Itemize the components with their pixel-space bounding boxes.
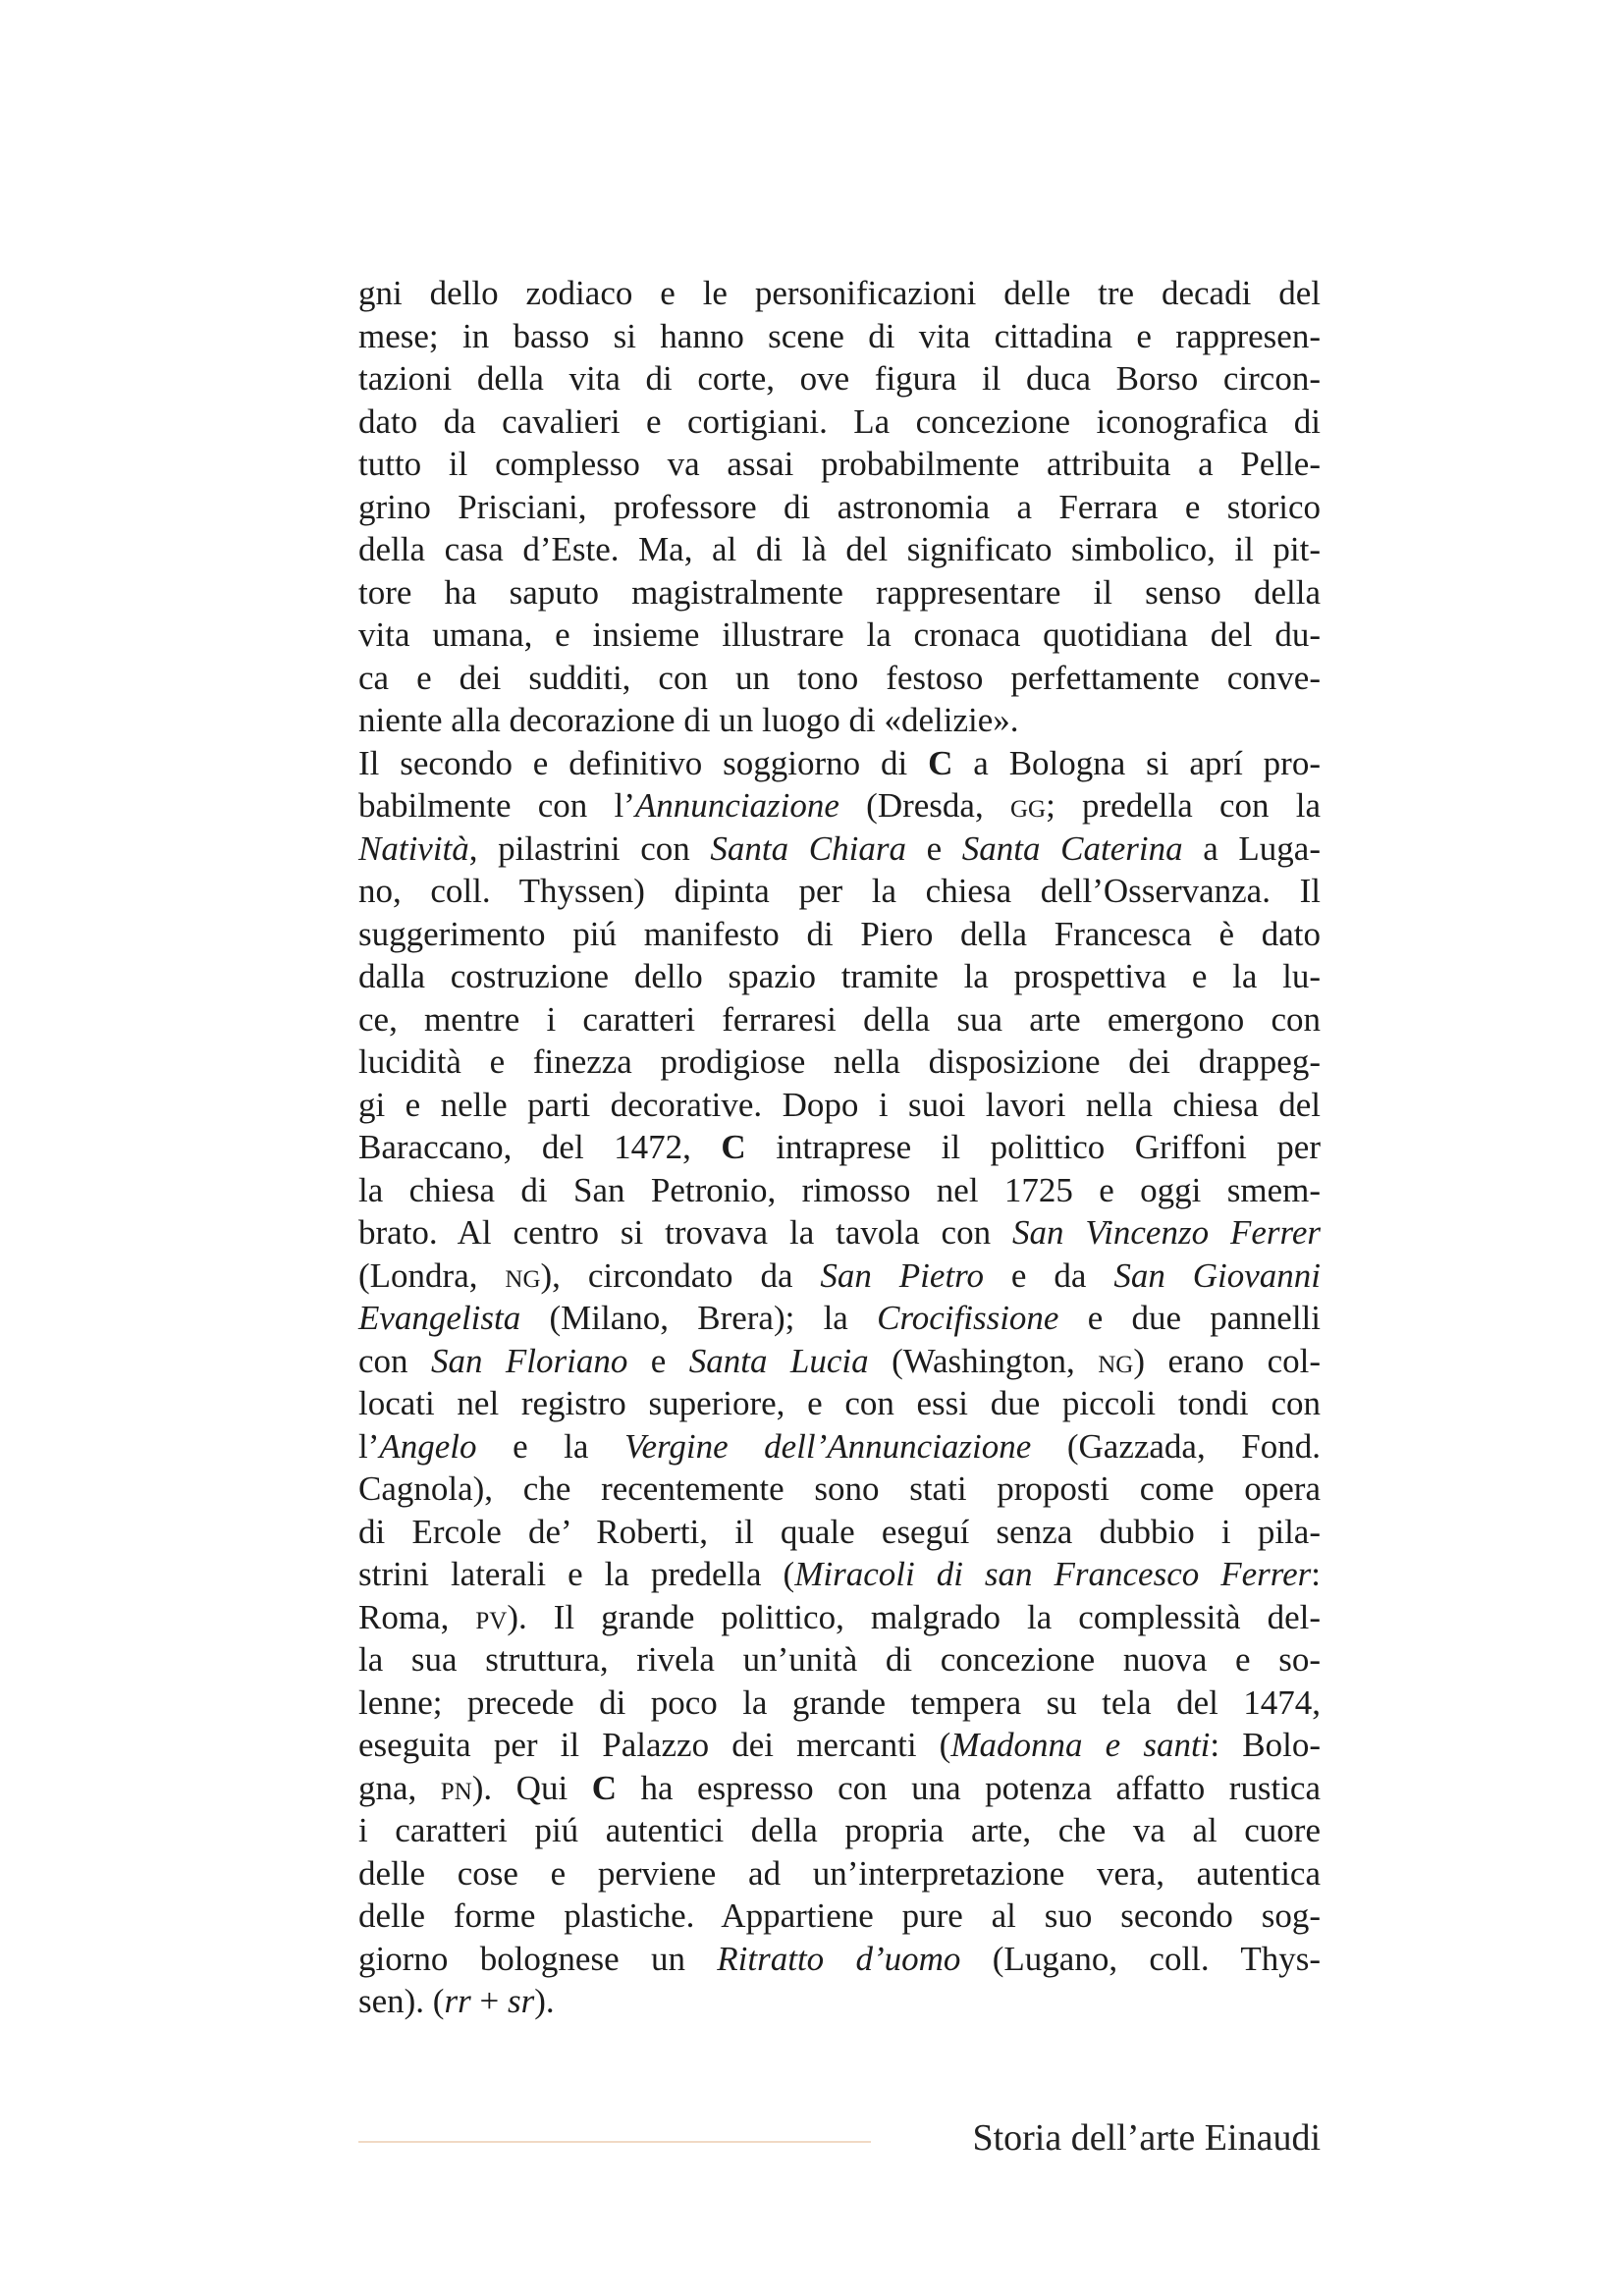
text-span: (Washington, (868, 1341, 1099, 1380)
text-line (358, 1084, 1321, 1127)
italic-span: San Giovanni (1113, 1255, 1321, 1295)
text-line (358, 357, 1321, 400)
text-line (358, 443, 1321, 486)
footer-title: Storia dell’arte Einaudi (972, 2117, 1321, 2159)
text-span: dalla costruzione dello spazio tramite la prospettiva e la lu- (358, 957, 1321, 995)
text-span: gni dello zodiaco e le personificazioni delle tre decadi del (358, 274, 1321, 312)
text-span: delle forme plastiche. Appartiene pure al suo secondo sog- (358, 1896, 1321, 1935)
text-line (358, 1382, 1321, 1425)
text-line (358, 571, 1321, 614)
article-body (358, 272, 1321, 2023)
text-line (358, 1553, 1321, 1596)
text-span: a Luga- (1182, 828, 1321, 868)
text-line (358, 955, 1321, 998)
text-span: no, coll. Thyssen) dipinta per la chiesa dell’Osservanza. Il (358, 872, 1321, 910)
text-span: ). Il grande polittico, malgrado la complessità del- (507, 1597, 1321, 1636)
text-line (358, 1255, 1321, 1298)
italic-span: Santa Chiara (710, 828, 906, 868)
bold-span: C (721, 1128, 746, 1166)
text-span: ca e dei sudditi, con un tono festoso perfettamente conve- (358, 658, 1321, 697)
text-line (358, 1724, 1321, 1767)
text-line (358, 870, 1321, 913)
text-span: ). Qui (471, 1768, 592, 1807)
text-line (358, 784, 1321, 828)
text-span: ), circondato da (540, 1255, 821, 1295)
text-span: con (358, 1341, 431, 1380)
smallcaps-span: ng (1098, 1341, 1134, 1380)
text-line (358, 998, 1321, 1041)
text-span: : (1311, 1555, 1321, 1593)
text-line (358, 272, 1321, 315)
text-span: ). (534, 1982, 555, 2020)
text-line (358, 828, 1321, 871)
text-span: : Bolo- (1210, 1726, 1321, 1764)
text-span: (Dresda, (839, 786, 1010, 825)
text-line (358, 1895, 1321, 1938)
text-line (358, 1041, 1321, 1084)
text-span: giorno bolognese un (358, 1939, 718, 1978)
text-span: brato. Al centro si trovava la tavola con (358, 1213, 1012, 1252)
text-line (358, 1938, 1321, 1981)
italic-span: Santa Lucia (688, 1341, 869, 1380)
text-span: e (627, 1341, 689, 1380)
text-span: strini laterali e la predella ( (358, 1555, 795, 1593)
smallcaps-span: gg (1009, 786, 1047, 825)
text-span: mese; in basso si hanno scene di vita cittadina e rappresen- (358, 316, 1321, 355)
text-span: tazioni della vita di corte, ove figura il duca Borso circon- (358, 359, 1321, 398)
text-span: di Ercole de’ Roberti, il quale eseguí senza dubbio i pila- (358, 1512, 1321, 1551)
italic-span: Miracoli di san Francesco Ferrer (794, 1555, 1312, 1593)
italic-span: Annunciazione (634, 786, 839, 825)
italic-span: Natività (358, 828, 469, 868)
text-span: ; predella con la (1046, 786, 1322, 825)
italic-span: San Floriano (430, 1341, 628, 1380)
italic-span: Ritratto d’uomo (717, 1939, 961, 1978)
text-line (358, 1211, 1321, 1255)
text-span: ) erano col- (1133, 1341, 1322, 1380)
text-line (358, 528, 1321, 571)
text-line (358, 1809, 1321, 1852)
italic-span: Evangelista (358, 1299, 521, 1337)
text-line (358, 315, 1321, 358)
smallcaps-span: ng (505, 1255, 541, 1295)
text-span: e (905, 828, 962, 868)
text-line (358, 1767, 1321, 1810)
text-line (358, 1980, 1321, 2023)
text-span: Il secondo e definitivo soggiorno di (358, 743, 929, 782)
text-line (358, 1169, 1321, 1212)
text-span: locati nel registro superiore, e con essi due piccoli tondi con (358, 1384, 1321, 1422)
text-line (358, 1511, 1321, 1554)
text-span: i caratteri piú autentici della propria arte, che va al cuore (358, 1811, 1321, 1849)
italic-span: San Vincenzo Ferrer (1011, 1213, 1321, 1252)
text-line (358, 742, 1321, 785)
bold-span: C (591, 1768, 617, 1807)
text-line (358, 913, 1321, 956)
text-span: tore ha saputo magistralmente rappresentare il senso della (358, 572, 1321, 612)
text-span: gi e nelle parti decorative. Dopo i suoi lavori nella chiesa del (358, 1085, 1321, 1124)
text-span: la chiesa di San Petronio, rimosso nel 1725 e oggi smem- (358, 1170, 1321, 1209)
text-span: suggerimento piú manifesto di Piero della Francesca è dato (358, 914, 1321, 953)
text-span: grino Prisciani, professore di astronomia a Ferrara e storico (358, 487, 1321, 526)
text-line (358, 699, 1321, 742)
text-line (358, 1425, 1321, 1468)
text-span: (Lugano, coll. Thys- (960, 1939, 1321, 1978)
text-span: (Londra, (358, 1255, 506, 1295)
text-line (358, 400, 1321, 444)
italic-span: sr (507, 1982, 535, 2020)
text-span: intraprese il polittico Griffoni per (745, 1128, 1321, 1166)
text-line (358, 1126, 1321, 1169)
italic-span: Crocifissione (877, 1299, 1059, 1337)
text-line (358, 1638, 1321, 1682)
footer-rule (358, 2141, 871, 2143)
text-span: (Milano, Brera); la (520, 1299, 878, 1337)
italic-span: Madonna e santi (950, 1726, 1211, 1764)
text-span: a Bologna si aprí pro- (952, 743, 1321, 782)
text-line (358, 1297, 1321, 1340)
text-span: + (470, 1982, 508, 2020)
text-line (358, 1340, 1321, 1383)
italic-span: Vergine dell’Annunciazione (623, 1426, 1032, 1466)
text-span: niente alla decorazione di un luogo di «delizie». (358, 701, 1019, 739)
text-span: Cagnola), che recentemente sono stati proposti come opera (358, 1469, 1321, 1508)
text-line (358, 657, 1321, 700)
text-span: vita umana, e insieme illustrare la cronaca quotidiana del du- (358, 615, 1321, 654)
text-span: Baraccano, del 1472, (358, 1128, 722, 1166)
text-span: dato da cavalieri e cortigiani. La concezione iconografica di (358, 401, 1321, 441)
text-line (358, 1468, 1321, 1511)
text-line (358, 1596, 1321, 1639)
text-span: lucidità e finezza prodigiose nella disposizione dei drappeg- (358, 1042, 1321, 1081)
text-span: l’ (358, 1426, 380, 1466)
text-span: gna, (358, 1768, 441, 1807)
text-span: babilmente con l’ (358, 786, 635, 825)
text-span: tutto il complesso va assai probabilmente attribuita a Pelle- (358, 445, 1321, 483)
text-line (358, 614, 1321, 657)
text-span: (Gazzada, Fond. (1031, 1426, 1321, 1466)
text-line (358, 486, 1321, 529)
text-span: della casa d’Este. Ma, al di là del significato simbolico, il pit- (358, 530, 1321, 568)
text-span: delle cose e perviene ad un’interpretazione vera, autentica (358, 1853, 1321, 1893)
text-line (358, 1682, 1321, 1725)
text-span: e due pannelli (1058, 1299, 1322, 1337)
text-span: eseguita per il Palazzo dei mercanti ( (358, 1726, 951, 1764)
italic-span: rr (444, 1982, 471, 2020)
text-span: e da (984, 1255, 1114, 1295)
bold-span: C (928, 743, 953, 782)
smallcaps-span: pv (475, 1597, 508, 1636)
text-span: lenne; precede di poco la grande tempera su tela del 1474, (358, 1682, 1321, 1722)
smallcaps-span: pn (440, 1768, 472, 1807)
text-span: e la (476, 1426, 624, 1466)
text-span: ce, mentre i caratteri ferraresi della sua arte emergono con (358, 999, 1321, 1039)
text-span: sen). ( (358, 1982, 445, 2020)
page-footer (358, 2109, 1321, 2167)
text-span: la sua struttura, rivela un’unità di concezione nuova e so- (358, 1640, 1321, 1679)
italic-span: Santa Caterina (961, 828, 1183, 868)
text-line (358, 1852, 1321, 1896)
text-span: , pilastrini con (468, 828, 711, 868)
italic-span: San Pietro (820, 1255, 984, 1295)
italic-span: Angelo (379, 1426, 477, 1466)
text-span: Roma, (358, 1597, 476, 1636)
text-span: ha espresso con una potenza affatto rustica (616, 1768, 1321, 1807)
